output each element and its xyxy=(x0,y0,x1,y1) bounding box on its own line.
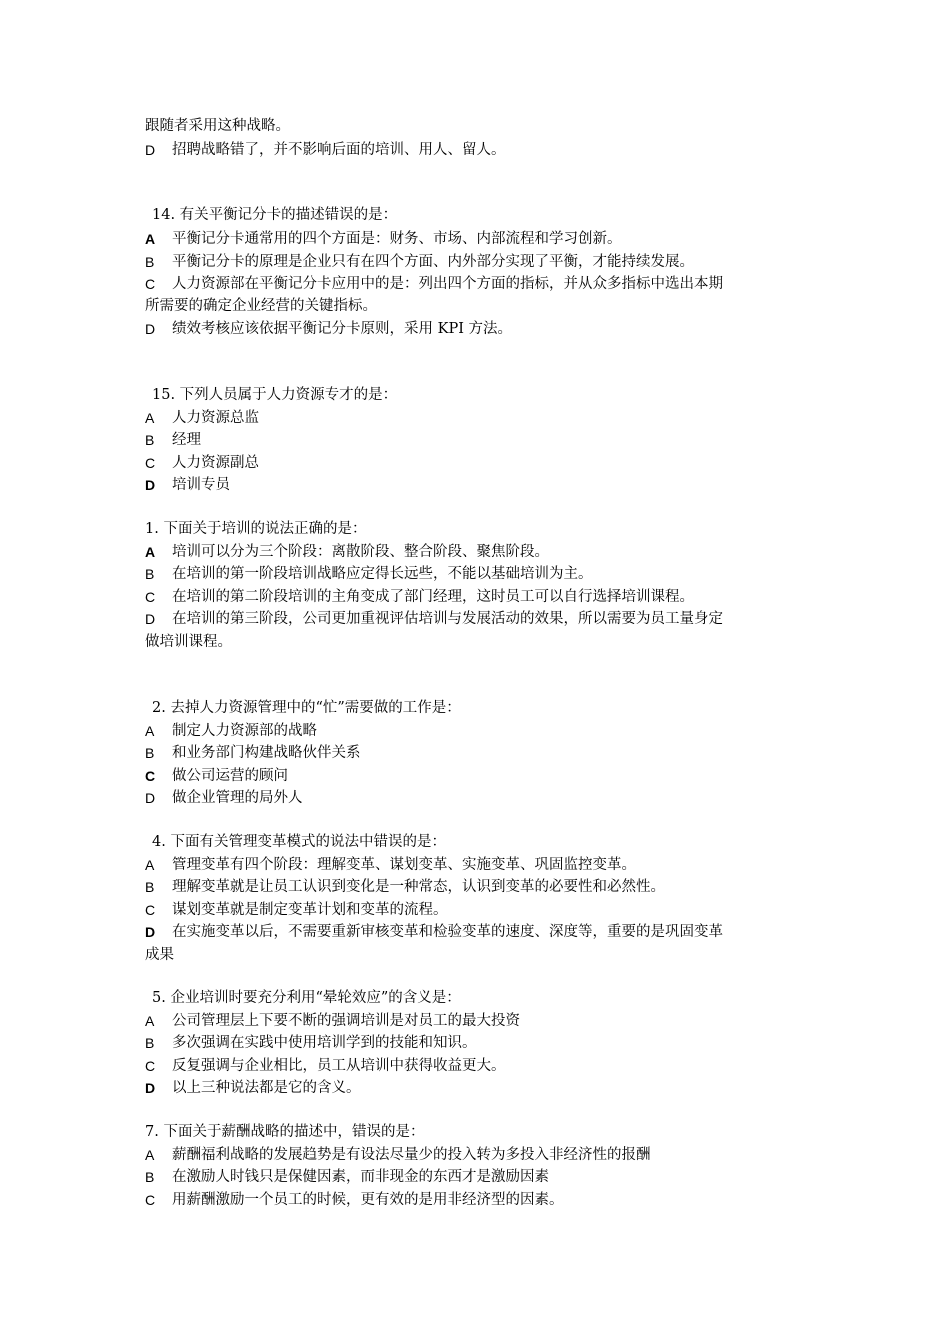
option-text: 在培训的第二阶段培训的主角变成了部门经理，这时员工可以自行选择培训课程。 xyxy=(172,589,694,605)
option-letter: A xyxy=(145,723,155,739)
option-item xyxy=(145,921,815,943)
option-item xyxy=(145,273,815,295)
option-text: 人力资源副总 xyxy=(172,455,259,471)
option-item xyxy=(145,608,815,630)
option-text: 谋划变革就是制定变革计划和变革的流程。 xyxy=(172,902,448,918)
option-letter: D xyxy=(145,142,156,158)
option-letter: C xyxy=(145,768,156,784)
question-title: 4. 下面有关管理变革模式的说法中错误的是： xyxy=(152,834,446,850)
option-item xyxy=(145,787,815,809)
option-letter: B xyxy=(145,566,155,582)
option-item xyxy=(145,318,815,340)
option-text: 做企业管理的局外人 xyxy=(172,790,303,806)
option-letter: B xyxy=(145,879,155,895)
option-item xyxy=(145,563,815,585)
option-text: 薪酬福利战略的发展趋势是有设法尽量少的投入转为多投入非经济性的报酬 xyxy=(172,1147,651,1163)
option-text: 人力资源总监 xyxy=(172,410,259,426)
option-letter: D xyxy=(145,790,156,806)
option-letter: C xyxy=(145,1192,156,1208)
option-letter: D xyxy=(145,1080,156,1096)
option-item xyxy=(145,541,815,563)
fragment-line: 跟随者采用这种战略。 xyxy=(145,118,290,134)
option-item xyxy=(145,720,815,742)
option-item xyxy=(145,1144,815,1166)
question-title: 2. 去掉人力资源管理中的“忙”需要做的工作是： xyxy=(152,700,461,716)
option-text: 和业务部门构建战略伙伴关系 xyxy=(172,745,361,761)
option-item xyxy=(145,474,815,496)
option-text: 在实施变革以后，不需要重新审核变革和检验变革的速度、深度等，重要的是巩固变革 xyxy=(172,924,723,940)
option-text: 平衡记分卡的原理是企业只有在四个方面、内外部分实现了平衡，才能持续发展。 xyxy=(172,254,694,270)
option-text: 以上三种说法都是它的含义。 xyxy=(172,1080,361,1096)
option-letter: B xyxy=(145,432,155,448)
option-letter: C xyxy=(145,455,156,471)
option-item xyxy=(145,251,815,273)
option-letter: D xyxy=(145,321,156,337)
option-text: 反复强调与企业相比，员工从培训中获得收益更大。 xyxy=(172,1058,506,1074)
option-text: 在培训的第一阶段培训战略应定得长远些，不能以基础培训为主。 xyxy=(172,566,593,582)
option-continuation: 做培训课程。 xyxy=(145,634,232,650)
option-continuation: 所需要的确定企业经营的关键指标。 xyxy=(145,298,377,314)
option-letter: D xyxy=(145,477,156,493)
option-letter: B xyxy=(145,1035,155,1051)
option-text: 多次强调在实践中使用培训学到的技能和知识。 xyxy=(172,1035,477,1051)
option-item xyxy=(145,429,815,451)
option-item xyxy=(145,1189,815,1211)
option-letter: B xyxy=(145,254,155,270)
question-title: 5. 企业培训时要充分利用“晕轮效应”的含义是： xyxy=(152,990,461,1006)
option-letter: A xyxy=(145,231,156,247)
option-letter: C xyxy=(145,1058,156,1074)
option-item xyxy=(145,742,815,764)
option-letter: C xyxy=(145,276,156,292)
option-item xyxy=(145,1032,815,1054)
option-letter: A xyxy=(145,1147,155,1163)
option-letter: D xyxy=(145,924,156,940)
question-title: 1. 下面关于培训的说法正确的是： xyxy=(145,521,367,537)
option-text: 公司管理层上下要不断的强调培训是对员工的最大投资 xyxy=(172,1013,520,1029)
option-item xyxy=(145,876,815,898)
option-item xyxy=(145,452,815,474)
option-letter: B xyxy=(145,745,155,761)
option-text: 制定人力资源部的战略 xyxy=(172,723,317,739)
option-letter: C xyxy=(145,589,156,605)
option-letter: A xyxy=(145,1013,155,1029)
option-text: 在激励人时钱只是保健因素，而非现金的东西才是激励因素 xyxy=(172,1169,549,1185)
fragment-option-d xyxy=(145,139,815,161)
option-text: 理解变革就是让员工认识到变化是一种常态，认识到变革的必要性和必然性。 xyxy=(172,879,665,895)
option-text: 绩效考核应该依据平衡记分卡原则，采用 KPI 方法。 xyxy=(172,321,513,337)
option-item xyxy=(145,1055,815,1077)
option-continuation: 成果 xyxy=(145,947,174,963)
option-letter: D xyxy=(145,611,156,627)
option-item xyxy=(145,854,815,876)
option-text: 招聘战略错了，并不影响后面的培训、用人、留人。 xyxy=(172,142,506,158)
option-text: 做公司运营的顾问 xyxy=(172,768,288,784)
option-item xyxy=(145,899,815,921)
option-text: 培训可以分为三个阶段：离散阶段、整合阶段、聚焦阶段。 xyxy=(172,544,549,560)
option-item xyxy=(145,765,815,787)
option-item xyxy=(145,1077,815,1099)
option-item xyxy=(145,407,815,429)
question-title: 15. 下列人员属于人力资源专才的是： xyxy=(152,387,398,403)
option-text: 平衡记分卡通常用的四个方面是：财务、市场、内部流程和学习创新。 xyxy=(172,231,622,247)
option-text: 用薪酬激励一个员工的时候，更有效的是用非经济型的因素。 xyxy=(172,1192,564,1208)
option-item xyxy=(145,1010,815,1032)
option-item xyxy=(145,228,815,250)
option-letter: A xyxy=(145,410,155,426)
option-letter: A xyxy=(145,857,155,873)
option-text: 管理变革有四个阶段：理解变革、谋划变革、实施变革、巩固监控变革。 xyxy=(172,857,636,873)
option-text: 培训专员 xyxy=(172,477,230,493)
option-letter: B xyxy=(145,1169,155,1185)
option-text: 人力资源部在平衡记分卡应用中的是：列出四个方面的指标，并从众多指标中选出本期 xyxy=(172,276,723,292)
option-text: 在培训的第三阶段，公司更加重视评估培训与发展活动的效果，所以需要为员工量身定 xyxy=(172,611,723,627)
option-letter: A xyxy=(145,544,156,560)
question-title: 7. 下面关于薪酬战略的描述中，错误的是： xyxy=(145,1124,425,1140)
option-text: 经理 xyxy=(172,432,201,448)
option-item xyxy=(145,586,815,608)
question-title: 14. 有关平衡记分卡的描述错误的是： xyxy=(152,207,398,223)
option-letter: C xyxy=(145,902,156,918)
option-item xyxy=(145,1166,815,1188)
